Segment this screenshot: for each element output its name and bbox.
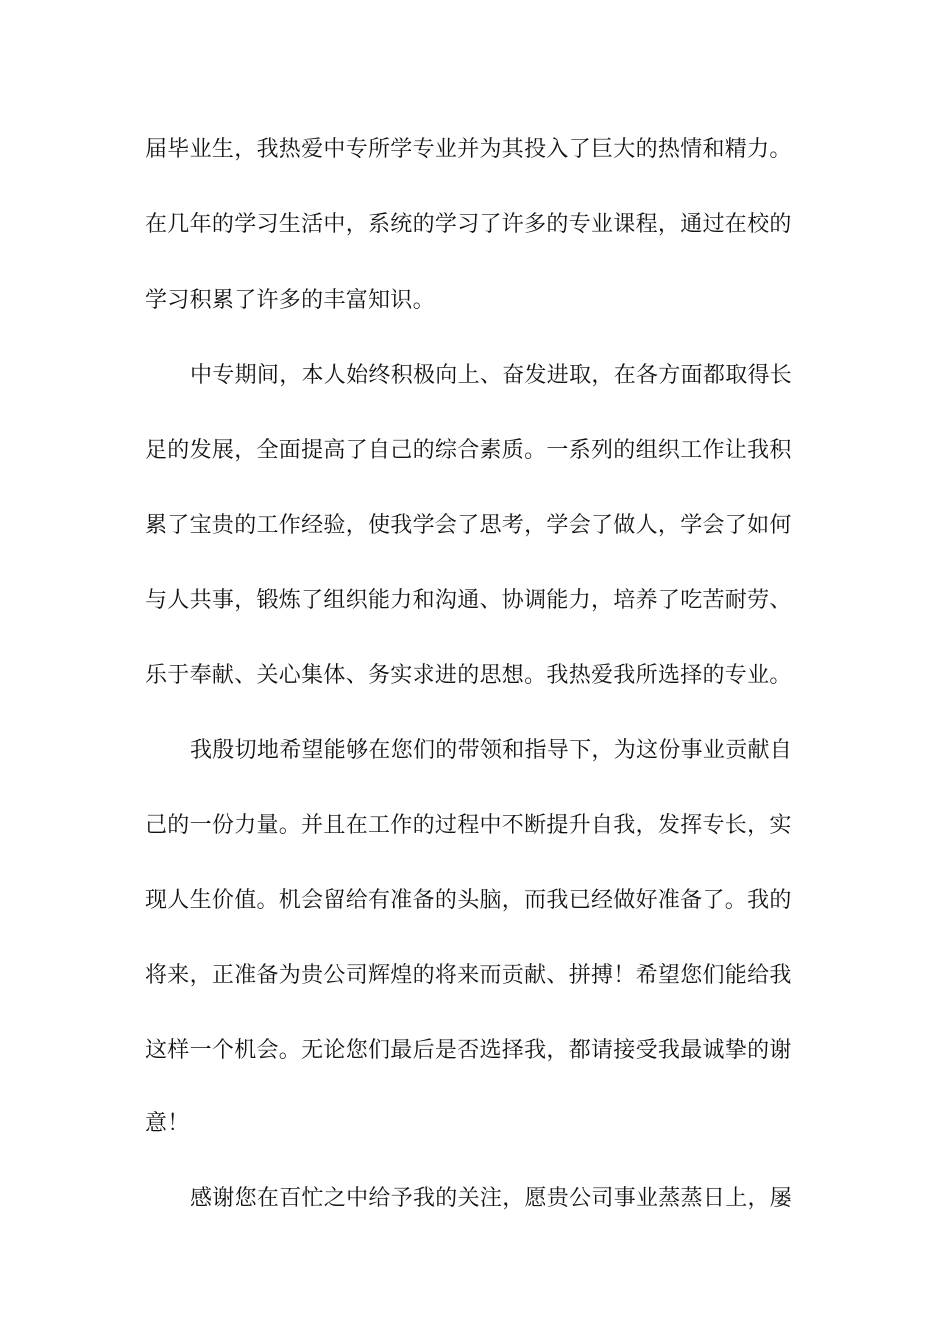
text-line: 与人共事，锻炼了组织能力和沟通、协调能力，培养了吃苦耐劳、 [145, 588, 792, 613]
text-line: 将来，正准备为贵公司辉煌的将来而贡献、拼搏！希望您们能给我 [145, 963, 792, 988]
text-line: 足的发展，全面提高了自己的综合素质。一系列的组织工作让我积 [145, 438, 792, 463]
text-line: 学习积累了许多的丰富知识。 [145, 288, 435, 313]
text-line: 累了宝贵的工作经验，使我学会了思考，学会了做人，学会了如何 [145, 513, 792, 538]
text-line: 届毕业生，我热爱中专所学专业并为其投入了巨大的热情和精力。 [145, 137, 792, 162]
text-line: 乐于奉献、关心集体、务实求进的思想。我热爱我所选择的专业。 [145, 663, 792, 688]
text-line: 意！ [145, 1111, 190, 1136]
paragraph-start-line: 感谢您在百忙之中给予我的关注，愿贵公司事业蒸蒸日上，屡 [190, 1186, 793, 1211]
paragraph-start-line: 我殷切地希望能够在您们的带领和指导下，为这份事业贡献自 [190, 738, 793, 763]
text-line: 己的一份力量。并且在工作的过程中不断提升自我，发挥专长，实 [145, 813, 792, 838]
text-line: 这样一个机会。无论您们最后是否选择我，都请接受我最诚挚的谢 [145, 1038, 792, 1063]
text-line: 在几年的学习生活中，系统的学习了许多的专业课程，通过在校的 [145, 212, 792, 237]
text-line: 现人生价值。机会留给有准备的头脑，而我已经做好准备了。我的 [145, 888, 792, 913]
paragraph-start-line: 中专期间，本人始终积极向上、奋发进取，在各方面都取得长 [190, 363, 793, 388]
